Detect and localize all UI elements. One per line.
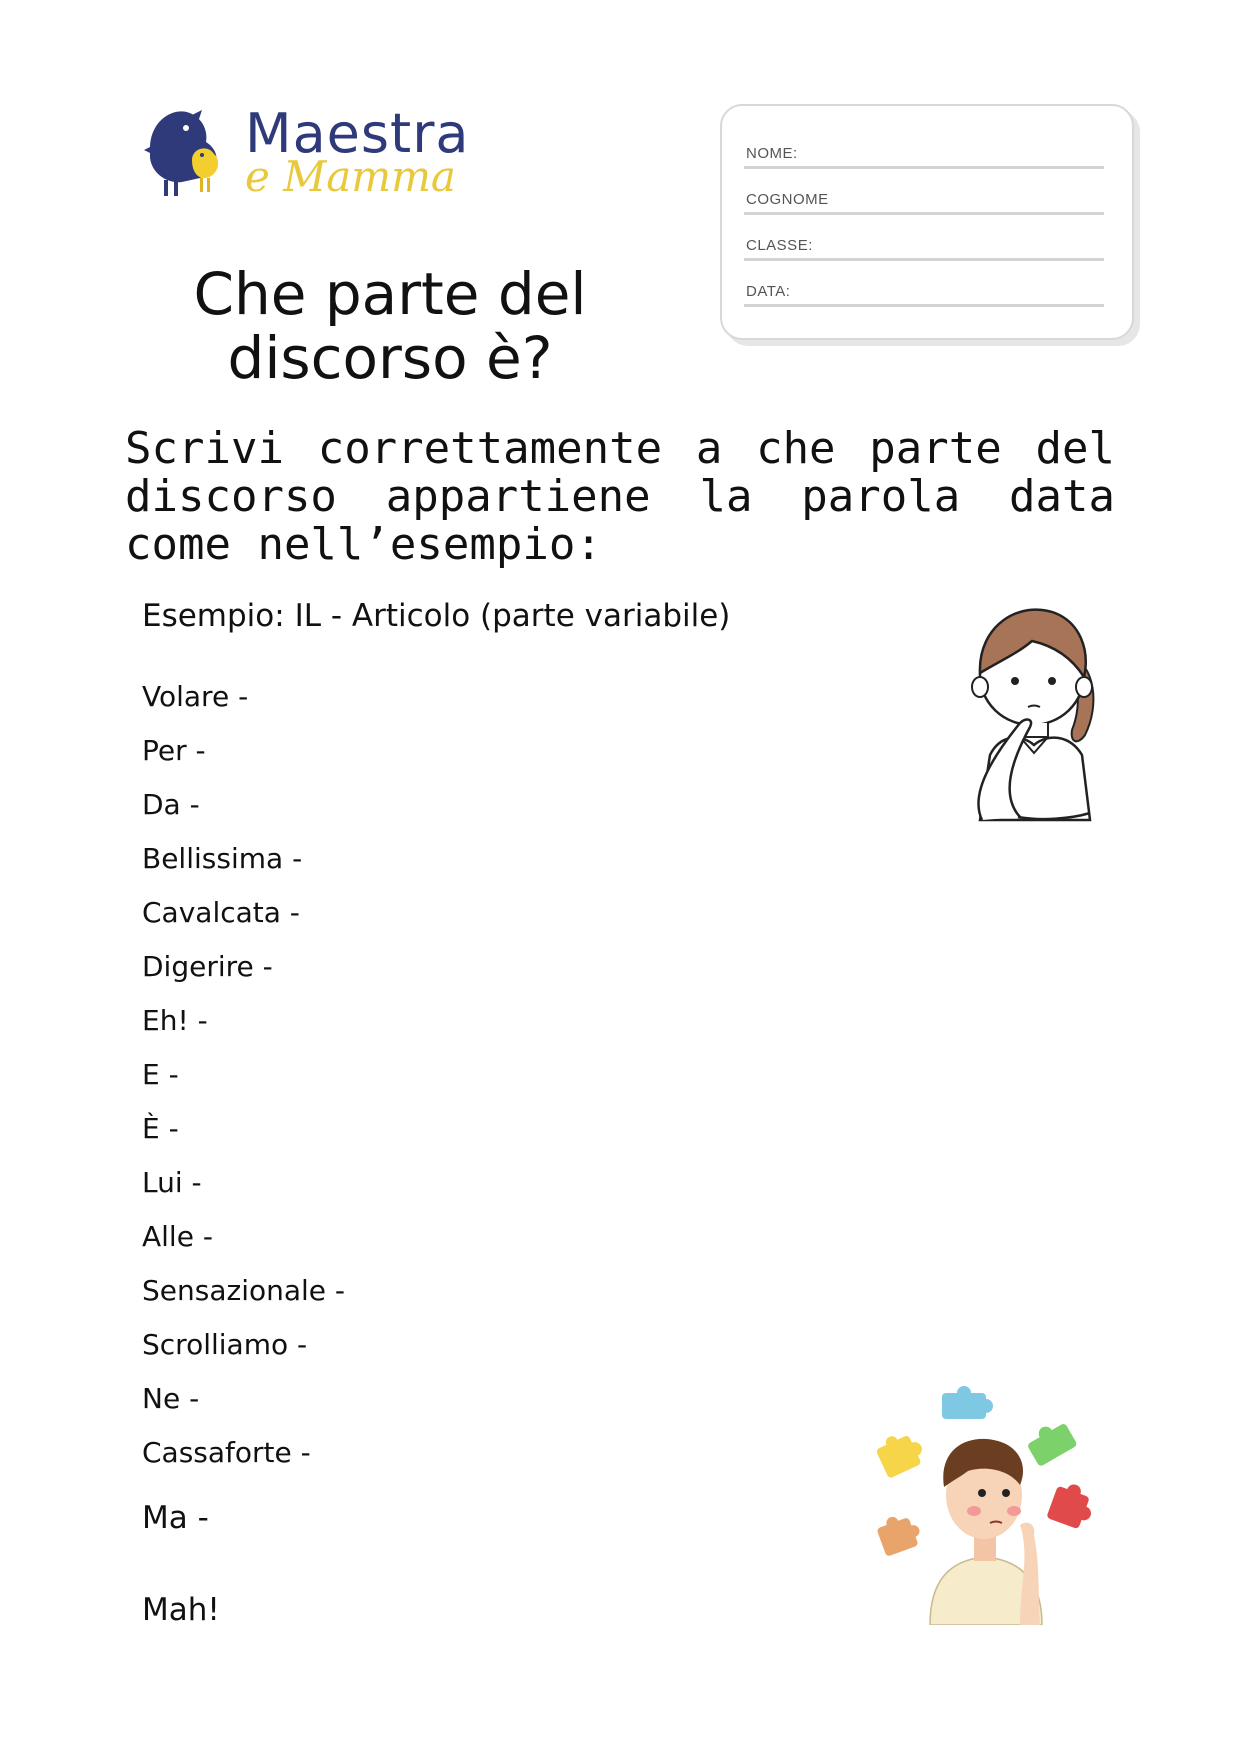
list-item: Eh! - bbox=[142, 1004, 208, 1037]
surname-field[interactable] bbox=[744, 166, 1104, 215]
list-item: Digerire - bbox=[142, 950, 273, 983]
list-item: Sensazionale - bbox=[142, 1274, 346, 1307]
date-label: DATA: bbox=[746, 283, 791, 300]
date-field[interactable] bbox=[744, 258, 1104, 307]
list-item: Per - bbox=[142, 734, 206, 767]
list-item: È - bbox=[142, 1112, 179, 1145]
page-title: Che parte del discorso è? bbox=[193, 260, 587, 392]
class-label: CLASSE: bbox=[746, 237, 813, 254]
list-item: Cavalcata - bbox=[142, 896, 300, 929]
list-item: Mah! bbox=[142, 1592, 220, 1628]
logo-title: Maestra bbox=[245, 102, 470, 165]
list-item: Da - bbox=[142, 788, 200, 821]
example-line: Esempio: IL - Articolo (parte variabile) bbox=[142, 598, 731, 634]
list-item: Ma - bbox=[142, 1500, 209, 1536]
puzzle-piece-icon bbox=[942, 1386, 993, 1419]
name-field[interactable] bbox=[744, 120, 1104, 169]
name-label: NOME: bbox=[746, 145, 798, 162]
bird-logo-icon bbox=[130, 100, 240, 200]
surname-label: COGNOME bbox=[746, 191, 829, 208]
list-item: Ne - bbox=[142, 1382, 200, 1415]
list-item: E - bbox=[142, 1058, 179, 1091]
thinking-girl-icon bbox=[960, 595, 1120, 835]
class-field[interactable] bbox=[744, 212, 1104, 261]
list-item: Cassaforte - bbox=[142, 1436, 311, 1469]
list-item: Volare - bbox=[142, 680, 249, 713]
logo bbox=[130, 100, 490, 210]
instruction-text: Scrivi correttamente a che parte del discorso appartiene la parola data come nell’esempio: bbox=[125, 423, 1115, 570]
logo-subtitle: e Mamma bbox=[245, 152, 456, 201]
list-item: Lui - bbox=[142, 1166, 202, 1199]
thinking-boy-puzzle-icon bbox=[870, 1385, 1120, 1625]
list-item: Alle - bbox=[142, 1220, 213, 1253]
student-info-box bbox=[720, 104, 1134, 340]
list-item: Bellissima - bbox=[142, 842, 303, 875]
list-item: Scrolliamo - bbox=[142, 1328, 308, 1361]
